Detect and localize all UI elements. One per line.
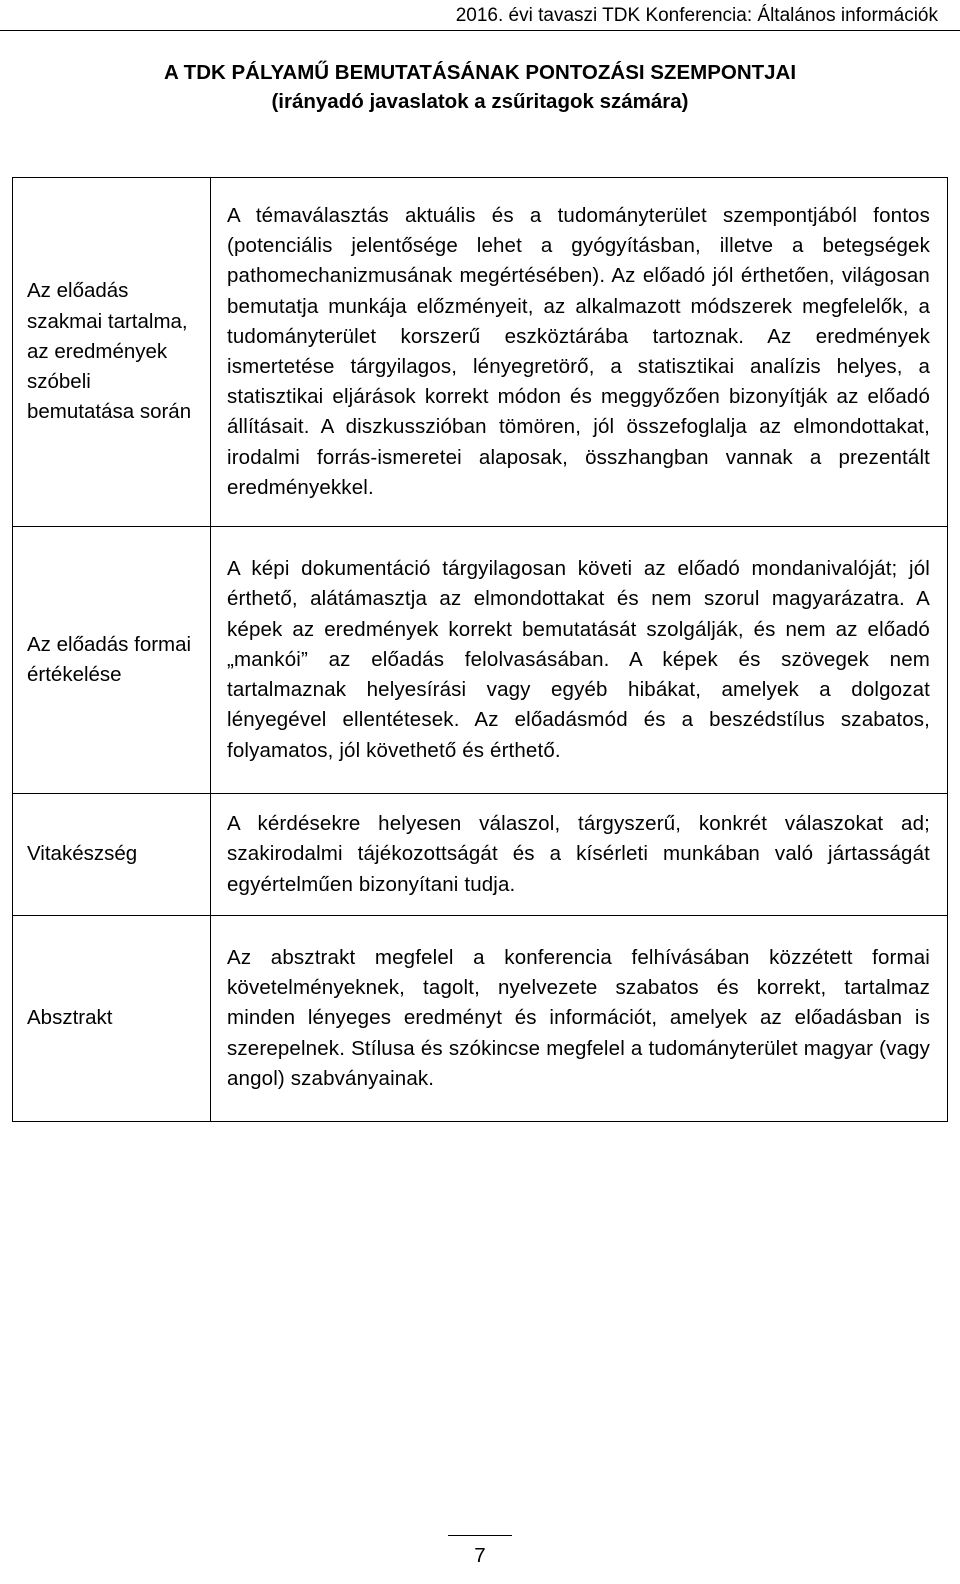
table-row xyxy=(13,527,948,794)
criterion-label: Az előadás szakmai tartalma, az eredmények szóbeli bemutatása során xyxy=(13,178,211,527)
criterion-description: Az absztrakt megfelel a konferencia felhívásában közzétett formai követelményeknek, tagolt, nyelvezete szabatos és korrekt, tartalmaz minden lényeges eredményt és információt, amelyek az előadásban is szerepelnek. Stílusa és szókincse megfelel a tudományterület magyar (vagy angol) szabványainak. xyxy=(211,916,948,1122)
table-row xyxy=(13,916,948,1122)
criterion-label: Vitakészség xyxy=(13,794,211,916)
running-header: 2016. évi tavaszi TDK Konferencia: Általános információk xyxy=(455,5,938,26)
criterion-label: Absztrakt xyxy=(13,916,211,1122)
document-title xyxy=(0,58,960,116)
page-number: 7 xyxy=(474,1544,486,1567)
table-row xyxy=(13,178,948,527)
criterion-description: A témaválasztás aktuális és a tudományterület szempontjából fontos (potenciális jelentősége lehet a gyógyításban, illetve a betegségek pathomechanizmusának megértésében). Az előadó jól érthetően, világosan bemutatja munkája előzményeit, az alkalmazott módszerek megfelelők, a tudományterület korszerű eszköztárába tartoznak. Az eredmények ismertetése tárgyilagos, lényegretörő, a statisztikai analízis helyes, a statisztikai eljárások korrekt módon és meggyőzően bizonyítják az előadó állításait. A diszkusszióban tömören, jól összefoglalja az elmondottakat, irodalmi forrás-ismeretei alaposak, összhangban vannak a prezentált eredményekkel. xyxy=(211,178,948,527)
criterion-description: A képi dokumentáció tárgyilagosan követi az előadó mondanivalóját; jól érthető, alátámasztja az elmondottakat és nem szorul magyarázatra. A képek az eredmények korrekt bemutatását szolgálják, és nem az előadó „mankói” az előadás felolvasásában. A képek és szövegek nem tartalmaznak helyesírási vagy egyéb hibákat, amelyek a dolgozat lényegével ellentétesek. Az előadásmód és a beszédstílus szabatos, folyamatos, jól követhető és érthető. xyxy=(211,527,948,794)
table-row xyxy=(13,794,948,916)
criterion-label: Az előadás formai értékelése xyxy=(13,527,211,794)
criterion-description: A kérdésekre helyesen válaszol, tárgyszerű, konkrét válaszokat ad; szakirodalmi tájékozottságát és a kísérleti munkában való jártasságát egyértelműen bizonyítani tudja. xyxy=(211,794,948,916)
header-divider xyxy=(0,30,960,31)
footer-divider xyxy=(448,1535,512,1536)
title-line-subtitle: (irányadó javaslatok a zsűritagok számára) xyxy=(271,90,689,113)
scoring-criteria-table xyxy=(12,177,948,1122)
title-line-main: A TDK PÁLYAMŰ BEMUTATÁSÁNAK PONTOZÁSI SZEMPONTJAI xyxy=(163,61,797,84)
